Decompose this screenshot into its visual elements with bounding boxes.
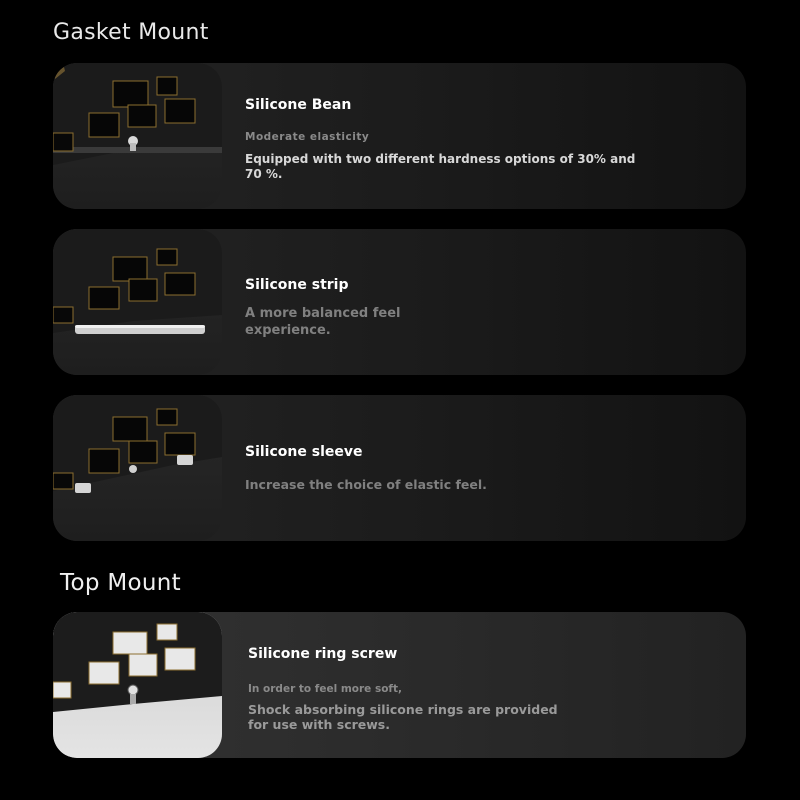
section-title-gasket-mount: Gasket Mount xyxy=(53,20,209,45)
card-subtitle: Moderate elasticity xyxy=(245,131,370,143)
card-description-line2: experience. xyxy=(245,323,331,338)
card-silicone-ring-screw xyxy=(53,612,746,758)
card-silicone-strip xyxy=(53,229,746,375)
section-title-top-mount: Top Mount xyxy=(60,570,181,596)
card-silicone-bean xyxy=(53,63,746,209)
card-title: Silicone Bean xyxy=(245,97,352,113)
silicone-strip-image xyxy=(53,229,222,375)
card-description: Equipped with two different hardness options of 30% and 70 %. xyxy=(245,152,636,181)
card-subtitle: In order to feel more soft, xyxy=(248,683,403,695)
card-title: Silicone strip xyxy=(245,277,349,293)
card-description-line2: for use with screws. xyxy=(248,717,390,732)
silicone-sleeve-image xyxy=(53,395,222,541)
card-description-line1: Shock absorbing silicone rings are provided xyxy=(248,702,558,717)
card-title: Silicone ring screw xyxy=(248,646,398,662)
silicone-ring-screw-image xyxy=(53,612,222,758)
silicone-bean-image xyxy=(53,63,222,209)
card-title: Silicone sleeve xyxy=(245,444,363,460)
card-silicone-sleeve xyxy=(53,395,746,541)
card-description: Increase the choice of elastic feel. xyxy=(245,477,487,492)
card-description-line1: A more balanced feel xyxy=(245,306,401,321)
